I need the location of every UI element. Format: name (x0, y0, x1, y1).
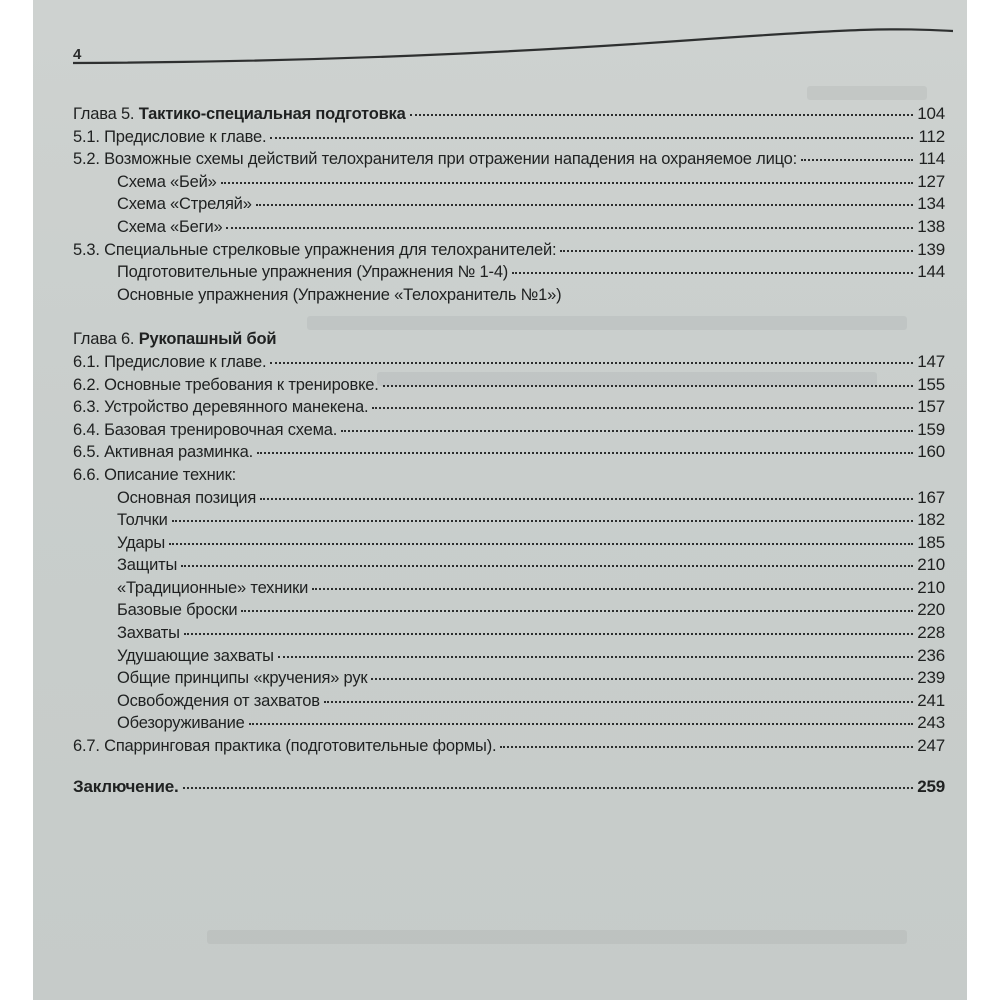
chapter-heading[interactable] (73, 103, 945, 126)
chapter-label (73, 328, 276, 351)
entry-label: 6.2. Основные требования к тренировке. (73, 375, 379, 394)
dot-leader (226, 226, 913, 229)
chapter-prefix: Глава 6. (73, 330, 135, 349)
toc-entry[interactable] (73, 599, 945, 622)
book-page (33, 0, 967, 1000)
entry-label: Освобождения от захватов (117, 691, 320, 710)
chapter-title: Тактико-специальная подготовка (138, 105, 406, 123)
toc-entry[interactable] (73, 712, 945, 735)
toc-entry[interactable] (73, 622, 945, 645)
toc-entry[interactable] (73, 509, 945, 532)
entry-label: 6.6. Описание техник: (73, 465, 236, 484)
page-ref: 144 (917, 262, 945, 282)
chapter-label (73, 103, 406, 126)
dot-leader (512, 271, 913, 274)
entry-label: Обезоруживание (117, 714, 245, 733)
page-ref: 104 (917, 104, 945, 123)
dot-leader (565, 296, 913, 297)
entry-label: Схема «Беги» (117, 217, 223, 236)
toc-entry[interactable] (73, 193, 945, 216)
chapter-title: Рукопашный бой (138, 330, 277, 349)
toc-entry[interactable] (73, 735, 945, 758)
page-ref: 182 (917, 510, 945, 530)
entry-label: 6.3. Устройство деревянного манекена. (73, 398, 369, 417)
page-ref: 147 (917, 351, 945, 371)
entry-label: 5.1. Предисловие к главе. (73, 127, 267, 146)
dot-leader (221, 181, 913, 184)
entry-label: Подготовительные упражнения (Упражнения № 1-4) (117, 263, 509, 282)
entry-label: Захваты (117, 624, 180, 643)
entry-label: 5.3. Специальные стрелковые упражнения для телохранителей: (73, 240, 557, 259)
entry-label: Основная позиция (117, 488, 257, 507)
page-ref: 155 (917, 374, 945, 394)
entry-label: Схема «Стреляй» (117, 195, 252, 214)
entry-label: 6.7. Спарринговая практика (подготовительные формы). (73, 737, 497, 756)
page-ref: 134 (917, 194, 945, 214)
page-ref: 210 (917, 555, 945, 575)
toc-entry[interactable] (73, 396, 945, 419)
dot-leader (256, 203, 913, 206)
page-ref: 114 (918, 149, 945, 169)
entry-label: «Традиционные» техники (117, 578, 309, 597)
dot-leader (240, 476, 913, 477)
toc-entry[interactable] (73, 487, 945, 510)
entry-label: 6.1. Предисловие к главе. (73, 352, 267, 371)
entry-label: Базовые броски (117, 601, 238, 620)
toc-entry[interactable] (73, 148, 945, 171)
dot-leader (801, 158, 913, 161)
toc-entry[interactable] (73, 577, 945, 600)
dot-leader (280, 340, 913, 341)
section-gap (73, 306, 945, 328)
page-ref: 241 (917, 690, 945, 710)
dot-leader (249, 722, 913, 725)
conclusion-entry[interactable] (73, 776, 945, 799)
page-ref: 112 (918, 126, 945, 146)
entry-label: Защиты (117, 556, 178, 575)
dot-leader (371, 677, 913, 680)
entry-label: 6.5. Активная разминка. (73, 443, 254, 462)
page-ref: 157 (917, 397, 945, 417)
conclusion-label: Заключение. (73, 776, 179, 796)
entry-label: Общие принципы «кручения» рук (117, 669, 368, 688)
toc-entry[interactable] (73, 464, 945, 487)
dot-leader (270, 361, 913, 364)
toc-entry[interactable] (73, 532, 945, 555)
page-ref: 127 (917, 171, 945, 191)
dot-leader (324, 700, 913, 703)
bleed-through-text (807, 86, 927, 100)
toc-entry[interactable] (73, 284, 945, 307)
page-ref: 139 (917, 239, 945, 259)
toc-entry[interactable] (73, 667, 945, 690)
page-ref: 220 (917, 600, 945, 620)
dot-leader (260, 497, 913, 500)
entry-label: 6.4. Базовая тренировочная схема. (73, 420, 338, 439)
page-ref: 210 (917, 577, 945, 597)
section-gap (73, 758, 945, 776)
toc-entry[interactable] (73, 690, 945, 713)
dot-leader (560, 249, 913, 252)
page-ref: 239 (917, 668, 945, 688)
toc-entry[interactable] (73, 374, 945, 397)
dot-leader (341, 429, 913, 432)
toc-entry[interactable] (73, 351, 945, 374)
dot-leader (184, 632, 913, 635)
page-ref: 185 (917, 532, 945, 552)
page-ref: 243 (917, 713, 945, 733)
dot-leader (241, 609, 913, 612)
page-ref: 138 (917, 216, 945, 236)
page-ref: 228 (917, 623, 945, 643)
chapter-prefix: Глава 5. (73, 105, 135, 123)
dot-leader (169, 542, 913, 545)
toc-entry[interactable] (73, 261, 945, 284)
page-ref: 236 (917, 645, 945, 665)
page-ref: 160 (917, 442, 945, 462)
page-ref: 247 (917, 736, 945, 756)
dot-leader (278, 655, 913, 658)
toc-entry[interactable] (73, 239, 945, 262)
toc-entry[interactable] (73, 216, 945, 239)
entry-label: Толчки (117, 511, 168, 530)
chapter-heading[interactable] (73, 328, 945, 351)
dot-leader (183, 786, 913, 789)
header-rule (73, 0, 953, 80)
dot-leader (383, 384, 913, 387)
page-ref: 159 (917, 419, 945, 439)
dot-leader (270, 136, 913, 139)
toc-entry[interactable] (73, 419, 945, 442)
toc-entry[interactable] (73, 554, 945, 577)
dot-leader (372, 406, 913, 409)
toc-entry[interactable] (73, 126, 945, 149)
toc-entry[interactable] (73, 171, 945, 194)
page-number: 4 (73, 46, 82, 63)
entry-label: Основные упражнения (Упражнение «Телохранитель №1») (117, 285, 562, 304)
bleed-through-text (207, 930, 907, 944)
dot-leader (257, 451, 913, 454)
toc-entry[interactable] (73, 441, 945, 464)
page-ref: 259 (917, 776, 945, 796)
entry-label: Схема «Бей» (117, 172, 217, 191)
dot-leader (500, 745, 913, 748)
dot-leader (410, 113, 913, 116)
page-ref: 167 (917, 487, 945, 507)
dot-leader (312, 587, 913, 590)
toc-entry[interactable] (73, 645, 945, 668)
dot-leader (172, 519, 913, 522)
entry-label: Удары (117, 533, 166, 552)
table-of-contents (73, 103, 945, 798)
dot-leader (181, 564, 913, 567)
entry-label: 5.2. Возможные схемы действий телохранителя при отражении нападения на охраняемое лицо: (73, 150, 798, 169)
entry-label: Удушающие захваты (117, 646, 274, 665)
